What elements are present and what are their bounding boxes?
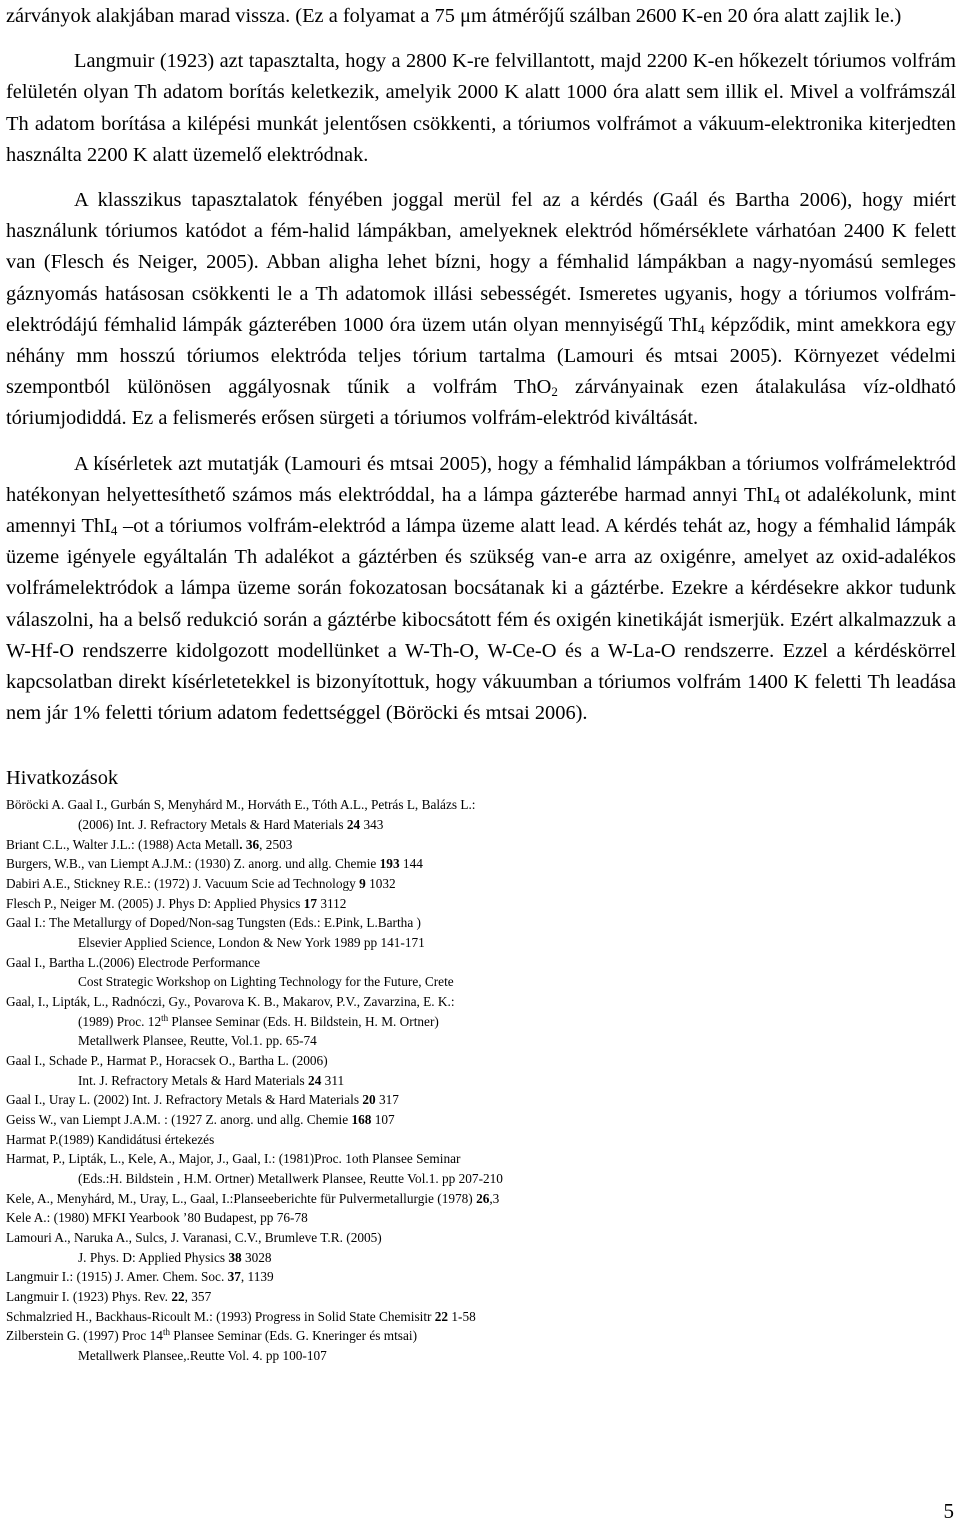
- reference-item: [6, 1189, 956, 1209]
- reference-text: Dabiri A.E., Stickney R.E.: (1972) J. Vacuum Scie ad Technology: [6, 876, 360, 892]
- reference-text: Metallwerk Plansee,.Reutte Vol. 4. pp 100-107: [78, 1347, 327, 1363]
- reference-text: Int. J. Refractory Metals & Hard Materials: [78, 1072, 309, 1088]
- reference-text: (Eds.:H. Bildstein , H.M. Ortner) Metallwerk Plansee, Reutte Vol.1. pp 207-210: [78, 1170, 503, 1186]
- reference-text: 107: [371, 1111, 395, 1127]
- reference-text: Kele A.: (1980) MFKI Yearbook ’80 Budapest, pp 76-78: [6, 1210, 308, 1226]
- reference-continuation: [6, 815, 956, 835]
- reference-volume: 193: [379, 856, 400, 872]
- reference-item: [6, 913, 956, 952]
- reference-volume: . 36: [239, 836, 260, 852]
- reference-volume: 22: [434, 1308, 449, 1324]
- reference-text: 311: [321, 1072, 345, 1088]
- reference-text: 3112: [317, 895, 347, 911]
- reference-item: [6, 1228, 956, 1267]
- reference-text: Flesch P., Neiger M. (2005) J. Phys D: Applied Physics: [6, 895, 304, 911]
- reference-item: [6, 894, 956, 914]
- reference-continuation: [6, 1169, 956, 1189]
- reference-volume: 168: [351, 1111, 372, 1127]
- reference-item: [6, 835, 956, 855]
- reference-text: Geiss W., van Liempt J.A.M. : (1927 Z. anorg. und allg. Chemie: [6, 1111, 352, 1127]
- subscript: 4: [110, 523, 118, 539]
- reference-text: Harmat P.(1989) Kandidátusi értekezés: [6, 1131, 215, 1147]
- reference-item: [6, 854, 956, 874]
- reference-item: [6, 1326, 956, 1365]
- reference-text: Gaal I., Bartha L.(2006) Electrode Performance: [6, 954, 261, 970]
- reference-text: Gaal I.: The Metallurgy of Doped/Non-sag Tungsten (Eds.: E.Pink, L.Bartha ): [6, 915, 421, 931]
- reference-text: , 357: [184, 1288, 212, 1304]
- reference-continuation: [6, 1346, 956, 1366]
- subscript: 4: [773, 491, 785, 507]
- document-page: [6, 0, 956, 1366]
- reference-volume: 22: [171, 1288, 185, 1304]
- subscript: 4: [698, 321, 705, 337]
- reference-text: Plansee Seminar (Eds. G. Kneringer és mtsai): [169, 1328, 418, 1344]
- reference-text: Elsevier Applied Science, London & New York 1989 pp 141-171: [78, 935, 425, 951]
- reference-continuation: [6, 972, 956, 992]
- reference-superscript: th: [161, 1012, 169, 1023]
- reference-item: [6, 1051, 956, 1090]
- reference-item: [6, 874, 956, 894]
- reference-item: [6, 795, 956, 834]
- reference-text: Böröcki A. Gaal I., Gurbán S, Menyhárd M., Horváth E., Tóth A.L., Petrás L, Balázs L.:: [6, 797, 476, 813]
- reference-item: [6, 992, 956, 1051]
- paragraph-continuation: zárványok alakjában marad vissza. (Ez a folyamat a 75 μm átmérőjű szálban 2600 K-en 20 óra alatt zajlik le.): [6, 5, 902, 27]
- reference-item: [6, 1267, 956, 1287]
- reference-text: 1-58: [448, 1308, 476, 1324]
- reference-volume: 26: [476, 1190, 490, 1206]
- reference-text: Briant C.L., Walter J.L.: (1988) Acta Metall: [6, 836, 240, 852]
- reference-text: Gaal, I., Lipták, L., Radnóczi, Gy., Povarova K. B., Makarov, P.V., Zavarzina, E. K.:: [6, 994, 455, 1010]
- reference-continuation: [6, 1071, 956, 1091]
- reference-text: Harmat, P., Lipták, L., Kele, A., Major, J., Gaal, I.: (1981)Proc. 1oth Plansee Seminar: [6, 1151, 461, 1167]
- reference-item: [6, 1307, 956, 1327]
- paragraph-text: ot adalékolunk, mint amennyi ThI: [6, 483, 956, 538]
- reference-volume: 9: [359, 876, 366, 892]
- reference-volume: 37: [227, 1269, 241, 1285]
- reference-text: 3028: [241, 1249, 272, 1265]
- reference-item: [6, 1208, 956, 1228]
- reference-continuation: [6, 1031, 956, 1051]
- references-list: [6, 795, 956, 1365]
- reference-continuation: [6, 1248, 956, 1268]
- paragraph-text: –ot a tóriumos volfrám-elektród a lámpa üzeme alatt lead. A kérdés tehát az, hogy a fémhalid lámpák üzeme igényele egyáltalán Th adalékot a gáztérben és szükség van-e arra az oxigénre, amelyet az oxid-adalékos volfrámelektródok a lámpa üzeme során fokozatosan bocsátanak ki a gáztérbe. Ezekre a kérdésekre akkor tudunk válaszolni, ha a belső redukció során a gáztérbe kibocsátott fém és oxigén kinetikáját ismerjük. Ezért alkalmazzuk a W-Hf-O rendszerre kidolgozott modellünket a W-Th-O, W-Ce-O és a W-La-O rendszerre. Ezzel a kérdéskörrel kapcsolatban direkt kísérletetekkel is bizonyítottuk, hogy vákuumban a tóriumos volfrám 1400 K feletti Th leadása nem jár 1% feletti tórium adatom fedettséggel (Böröcki és mtsai 2006).: [6, 515, 956, 725]
- reference-item: [6, 1110, 956, 1130]
- reference-text: ,3: [489, 1190, 500, 1206]
- reference-text: 317: [375, 1092, 399, 1108]
- paragraph-text: képződik, mint amekkora egy néhány mm hosszú tóriumos elektróda teljes tórium tartalma (Lamouri és mtsai 2005). Környezet védelmi szempontból különösen aggályosnak tűnik a volfrám ThO: [6, 313, 956, 399]
- reference-text: J. Phys. D: Applied Physics: [78, 1249, 229, 1265]
- reference-item: [6, 1149, 956, 1188]
- reference-continuation: [6, 1012, 956, 1032]
- paragraph-classic-experience: [6, 185, 956, 435]
- reference-text: Gaal I., Uray L. (2002) Int. J. Refractory Metals & Hard Materials: [6, 1092, 363, 1108]
- reference-text: Schmalzried H., Backhaus-Ricoult M.: (1993) Progress in Solid State Chemisitr: [6, 1308, 435, 1324]
- reference-text: 343: [360, 817, 384, 833]
- reference-text: Langmuir I. (1923) Phys. Rev.: [6, 1288, 172, 1304]
- reference-item: [6, 1090, 956, 1110]
- reference-text: Zilberstein G. (1997) Proc 14: [6, 1328, 163, 1344]
- reference-text: 144: [399, 856, 423, 872]
- reference-item: [6, 1287, 956, 1307]
- paragraph-text: zárványainak ezen átalakulása víz-oldható tóriumjodiddá. Ez a felismerés erősen sürgeti a tóriumos volfrám-elektród kiváltását.: [6, 376, 956, 430]
- subscript: 2: [551, 384, 558, 400]
- reference-volume: 24: [346, 817, 361, 833]
- reference-volume: 38: [228, 1249, 242, 1265]
- reference-text: Langmuir I.: (1915) J. Amer. Chem. Soc.: [6, 1269, 228, 1285]
- reference-text: Kele, A., Menyhárd, M., Uray, L., Gaal, I.:Planseeberichte für Pulvermetallurgie (1978): [6, 1190, 477, 1206]
- reference-text: , 2503: [259, 836, 293, 852]
- reference-volume: 17: [303, 895, 318, 911]
- reference-volume: 24: [308, 1072, 322, 1088]
- reference-superscript: th: [162, 1327, 170, 1338]
- reference-text: Gaal I., Schade P., Harmat P., Horacsek O., Bartha L. (2006): [6, 1053, 328, 1068]
- reference-text: Burgers, W.B., van Liempt A.J.M.: (1930) Z. anorg. und allg. Chemie: [6, 856, 380, 872]
- paragraph-text: A klasszikus tapasztalatok fényében joggal merül fel az a kérdés (Gaál és Bartha 2006), hogy miért használunk tóriumos katódot a fém-halid lámpákban, amelyeknek elektród hőmérséklete várhatóan 2400 K felett van (Flesch és Neiger, 2005). Abban aligha lehet bízni, hogy a fémhalid lámpákban a nagy-nyomású semleges gáznyomás hatásosan csökkenti le a Th adatomok illási sebességét. Ismeretes ugyanis, hogy a tóriumos volfrám-elektródájú fémhalid lámpák gázterében 1000 óra üzem után olyan mennyiségű ThI: [6, 189, 956, 336]
- reference-item: [6, 953, 956, 992]
- reference-text: Metallwerk Plansee, Reutte, Vol.1. pp. 65-74: [78, 1033, 317, 1049]
- reference-text: Lamouri A., Naruka A., Sulcs, J. Varanasi, C.V., Brumleve T.R. (2005): [6, 1229, 382, 1245]
- reference-text: 1032: [365, 876, 396, 892]
- page-number: 5: [943, 1499, 954, 1523]
- reference-volume: 20: [362, 1092, 376, 1108]
- references-heading: Hivatkozások: [6, 767, 119, 790]
- reference-text: Plansee Seminar (Eds. H. Bildstein, H. M. Ortner): [168, 1013, 439, 1029]
- reference-text: Cost Strategic Workshop on Lighting Technology for the Future, Crete: [78, 974, 454, 990]
- reference-text: (2006) Int. J. Refractory Metals & Hard Materials: [78, 817, 347, 833]
- reference-continuation: [6, 933, 956, 953]
- paragraph-text: A kísérletek azt mutatják (Lamouri és mtsai 2005), hogy a fémhalid lámpákban a tóriumos volfrámelektród hatékonyan helyettesíthető számos más elektróddal, ha a lámpa gázterébe harmad annyi ThI: [6, 452, 956, 506]
- paragraph-experiments: [6, 449, 956, 730]
- paragraph-langmuir: Langmuir (1923) azt tapasztalta, hogy a 2800 K-re felvillantott, majd 2200 K-en hőkezelt tóriumos volfrám felületén olyan Th adatom borítás keletkezik, amelyik 2000 K alatt 1000 óra alatt sem illik el. Mivel a volfrámszál Th adatom borítása a kilépési munkát jelentősen csökkenti, a tóriumos volfrámot a vákuum-elektronika kiterjedten használta 2200 K alatt üzemelő elektródnak.: [6, 50, 956, 166]
- reference-text: , 1139: [240, 1269, 274, 1285]
- reference-text: (1989) Proc. 12: [78, 1013, 162, 1029]
- reference-item: [6, 1130, 956, 1150]
